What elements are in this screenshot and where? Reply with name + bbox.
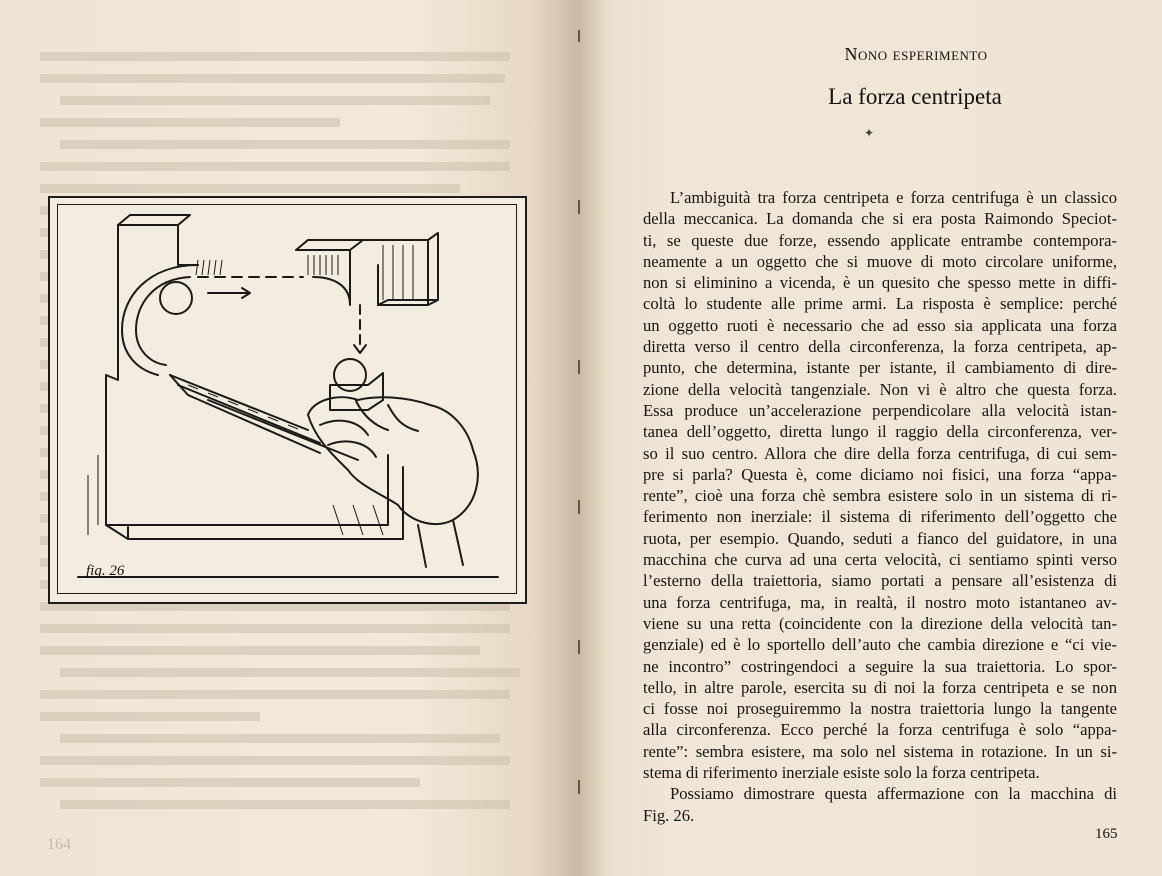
- text-line: rente”, cioè una forza chè sembra esistere solo in un sistema di ri-: [643, 486, 1117, 506]
- text-line: so il suo centro. Allora che dire della forza centrifuga, di cui sem-: [643, 443, 1117, 463]
- text-line: macchina che curva ad una certa velocità, ci sentiamo spinti verso: [643, 550, 1117, 570]
- figure-caption: fig. 26: [86, 563, 125, 579]
- section-heading: Nono esperimento: [844, 44, 988, 64]
- text-line: ti, se queste due forze, essendo applicate entrambe contempora-: [643, 230, 1117, 250]
- text-line: un oggetto ruoti è necessario che ad esso sia applicata una forza: [643, 315, 1117, 335]
- text-line: zione della velocità tangenziale. Non vi è altro che questa forza.: [643, 379, 1117, 399]
- text-line: genziale) ed è lo sportello dell’auto che cambia direzione e “ci vie-: [643, 635, 1117, 655]
- text-line: Essa produce un’accelerazione perpendicolare alla velocità istan-: [643, 400, 1117, 420]
- text-line: l’esterno della traiettoria, siamo portati a pensare all’esistenza di: [643, 571, 1117, 591]
- text-line: non si eliminino a vicenda, è un quesito che spesso mette in diffi-: [643, 273, 1117, 293]
- paragraph-1: [643, 187, 1117, 783]
- text-line: ruota, per esempio. Quando, seduti a fianco del guidatore, in una: [643, 528, 1117, 548]
- text-line: rente”: sembra esistere, ma solo nel sistema in rotazione. In un si-: [643, 741, 1117, 761]
- body-text: [643, 187, 1117, 826]
- text-line: viene su una retta (coincidente con la direzione della velocità tan-: [643, 613, 1117, 633]
- text-line: punto, che determina, istante per istante, il cambiamento di dire-: [643, 358, 1117, 378]
- ornament-icon: ✦: [864, 126, 875, 140]
- text-line: una forza centrifuga, ma, in realtà, il nostro moto istantaneo av-: [643, 592, 1117, 612]
- text-line: Possiamo dimostrare questa affermazione con la macchina di: [670, 784, 1117, 804]
- text-line: tello, in altre parole, esercita su di noi la forza centripeta e se non: [643, 677, 1117, 697]
- text-line: tanea dell’oggetto, diretta lungo il raggio della circonferenza, ver-: [643, 422, 1117, 442]
- text-line: alla circonferenza. Ecco perché la forza centrifuga è solo “appa-: [643, 720, 1117, 740]
- page-number: 165: [1095, 826, 1118, 842]
- text-line: ci fosse noi proseguiremmo la nostra traiettoria lungo la tangente: [643, 699, 1117, 719]
- text-line: stema di riferimento inerziale esiste solo la forza centripeta.: [643, 763, 1040, 783]
- centripetal-machine-illustration: [58, 205, 514, 591]
- gutter-shadow: [574, 0, 584, 876]
- text-line: L’ambiguità tra forza centripeta e forza centrifuga è un classico: [670, 188, 1117, 207]
- chapter-title: La forza centripeta: [828, 84, 1002, 109]
- left-page-number: 164: [47, 836, 71, 853]
- text-line: ferimento non inerziale: il sistema di riferimento dell’oggetto che: [643, 507, 1117, 527]
- text-line: della meccanica. La domanda che si era posta Raimondo Speciot-: [643, 209, 1117, 229]
- text-line: pre si parla? Questa è, come diciamo noi fisici, una forza “appa-: [643, 464, 1117, 484]
- text-line: diretta verso il centro della circonferenza, la forza centripeta, ap-: [643, 337, 1117, 357]
- text-line: ne incontro” costringendoci a seguire la sua traiettoria. Lo spor-: [643, 656, 1117, 676]
- text-line: neamente a un oggetto che si muove di moto circolare uniforme,: [643, 251, 1117, 271]
- text-line: Fig. 26.: [643, 805, 695, 825]
- text-line: coltà lo studente alle prime armi. La risposta è semplice: perché: [643, 294, 1117, 314]
- paragraph-2: [643, 783, 1117, 826]
